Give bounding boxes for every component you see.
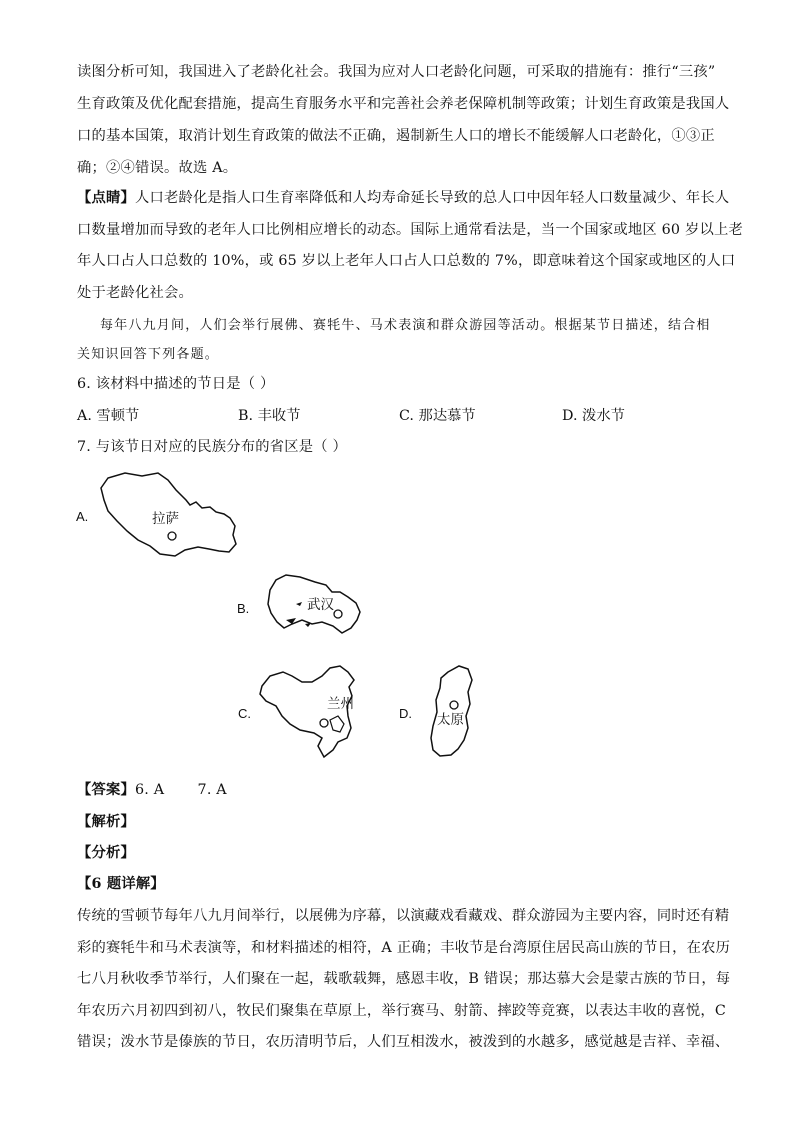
q7-option-c-letter: C. [238,706,251,721]
answer-text: 6. A 7. A [135,782,227,798]
material-line-2: 关知识回答下列各题。 [77,347,220,362]
map-a-city: 拉萨 [152,511,179,527]
jiexi-heading: 【解析】 [77,814,135,830]
dianjing-tag: 【点睛】 [77,190,135,206]
detail-line-5: 错误；泼水节是傣族的节日，农历清明节后，人们互相泼水，被泼到的水越多，感觉越是吉祥、幸福、 [77,1034,730,1050]
analysis-line-1: 读图分析可知，我国进入了老龄化社会。我国为应对人口老龄化问题，可采取的措施有：推行“三孩” [77,64,716,80]
analysis-line-2: 生育政策及优化配套措施，提高生育服务水平和完善社会养老保障机制等政策；计划生育政策是我国人 [77,96,730,112]
detail-heading: 【6 题详解】 [77,876,165,892]
q6-option-d: D. 泼水节 [562,408,625,424]
analysis-line-3: 口的基本国策，取消计划生育政策的做法不正确，遏制新生人口的增长不能缓解人口老龄化，①③正 [77,128,715,144]
dianjing-line-4: 处于老龄化社会。 [77,285,193,301]
map-c-city: 兰州 [327,696,354,712]
detail-line-3: 七八月秋收季节举行，人们聚在一起，载歌载舞，感恩丰收，B 错误；那达慕大会是蒙古族的节日，每 [77,971,731,987]
material-line-1: 每年八九月间，人们会举行展佛、赛牦牛、马术表演和群众游园等活动。根据某节日描述，结合相 [100,318,711,333]
dianjing-line-3: 年人口占人口总数的 10%，或 65 岁以上老年人口占人口总数的 7%，即意味着这个国家或地区的人口 [77,253,736,269]
fenxi-heading: 【分析】 [77,845,135,861]
map-d-city: 太原 [437,712,464,728]
analysis-line-4: 确；②④错误。故选 A。 [77,160,238,176]
q7-option-b-letter: B. [237,601,250,616]
q6-option-a: A. 雪顿节 [77,408,140,424]
detail-line-2: 彩的赛牦牛和马术表演等，和材料描述的相符，A 正确；丰收节是台湾原住居民高山族的节日，在农历 [77,940,731,956]
map-b-city: 武汉 [307,597,334,613]
q7-stem: 7. 与该节日对应的民族分布的省区是（ ） [77,439,347,455]
q7-option-d-letter: D. [399,706,412,721]
answer-line [77,780,227,800]
q6-option-b: B. 丰收节 [238,408,301,424]
q6-option-c: C. 那达慕节 [399,408,476,424]
q7-option-a-letter: A. [76,509,89,524]
answer-tag: 【答案】 [77,782,135,798]
detail-line-4: 年农历六月初四到初八，牧民们聚集在草原上，举行赛马、射箭、摔跤等竞赛，以表达丰收的喜悦，C [77,1003,726,1019]
q6-stem: 6. 该材料中描述的节日是（ ） [77,376,275,392]
dianjing-line-2: 口数量增加而导致的老年人口比例相应增长的动态。国际上通常看法是，当一个国家或地区 60 岁以上老 [77,222,743,238]
dianjing-text-1: 人口老龄化是指人口生育率降低和人均寿命延长导致的总人口中因年轻人口数量减少、年长人 [135,190,730,206]
detail-line-1: 传统的雪顿节每年八九月间举行，以展佛为序幕，以演藏戏看藏戏、群众游园为主要内容，同时还有精 [77,908,730,924]
